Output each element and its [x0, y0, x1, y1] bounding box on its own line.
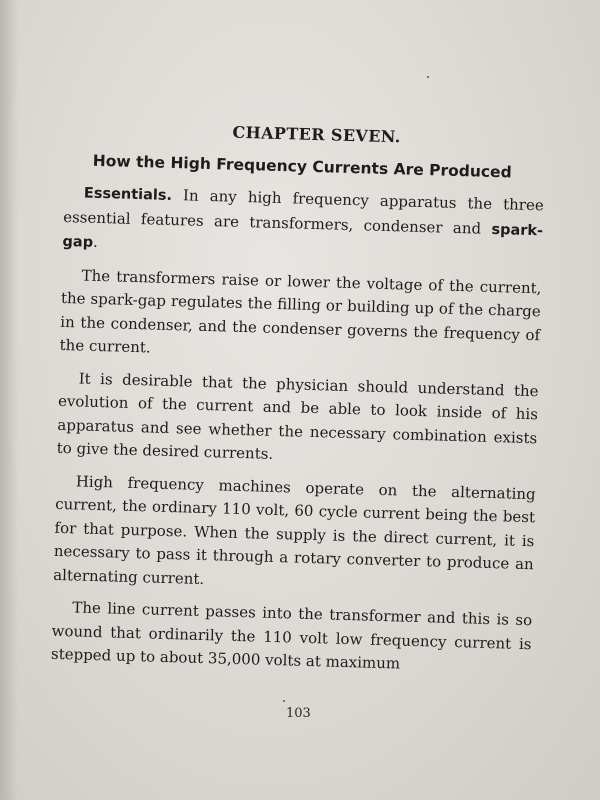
page-speck [427, 76, 429, 78]
paragraph-essentials [62, 181, 544, 268]
paragraph-machines: High frequency machines operate on the alternating current, the ordinary 110 volt, 60 cycle current being the best for that purpose. When the supply is the direct current, it is necessary to pass it through a rotary converter to produce an alternating current. [53, 471, 536, 588]
section-title: How the High Frequency Currents Are Produced [92, 151, 512, 182]
page-speck [283, 700, 285, 702]
paragraph-line-current: The line current passes into the transformer and this is so wound that ordinarily the 110 volt low frequency current is stepped up to about 35,000 volts at maximum [50, 598, 533, 673]
paragraph-text-end: . [92, 232, 99, 251]
paragraph-lead-heading: Essentials. [83, 185, 173, 204]
paragraph-physician: It is desirable that the physician should understand the evolution of the current and be able to look inside of his apparatus and see whether the necessary combination exists to give the desired currents. [56, 368, 539, 463]
chapter-title: CHAPTER SEVEN. [232, 122, 402, 147]
paragraph-transformers: The transformers raise or lower the voltage of the current, the spark-gap regulates the filling or building up of the charge in the condenser, and the condenser governs the frequency of the current. [59, 266, 542, 357]
page-number: 103 [286, 706, 311, 721]
paragraph-bold-term: spark-gap [62, 221, 544, 251]
page-gutter-shadow [0, 0, 18, 800]
text-block [50, 118, 545, 689]
paragraph-text: In any high frequency apparatus the three essential features are transformers, condenser and [62, 185, 544, 238]
